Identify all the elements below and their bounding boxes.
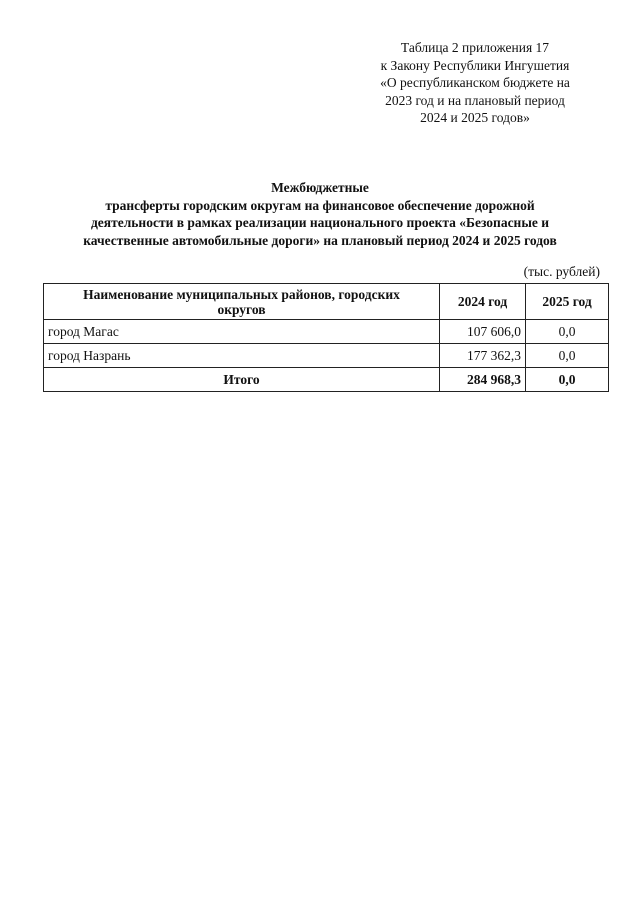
appendix-line: 2024 и 2025 годов» <box>420 110 530 125</box>
column-header-2025: 2025 год <box>526 284 609 320</box>
document-title <box>40 179 600 249</box>
column-header-name-line1: Наименование муниципальных районов, городских <box>83 286 400 302</box>
total-label: Итого <box>44 368 440 392</box>
row-value-2024: 177 362,3 <box>440 344 526 368</box>
title-line: деятельности в рамках реализации национального проекта «Безопасные и <box>90 215 550 230</box>
appendix-line: 2023 год и на плановый период <box>385 92 565 108</box>
appendix-reference <box>360 39 590 127</box>
column-header-name <box>44 284 440 320</box>
total-value-2025: 0,0 <box>526 368 609 392</box>
row-name: город Назрань <box>44 344 440 368</box>
units-label: (тыс. рублей) <box>523 264 600 279</box>
appendix-line: «О республиканском бюджете на <box>380 75 570 90</box>
table-header-row <box>44 284 609 320</box>
total-value-2024: 284 968,3 <box>440 368 526 392</box>
row-value-2025: 0,0 <box>526 344 609 368</box>
table-row <box>44 344 609 368</box>
table-row <box>44 320 609 344</box>
title-line: Межбюджетные <box>271 180 369 195</box>
row-value-2025: 0,0 <box>526 320 609 344</box>
title-line: качественные автомобильные дороги» на плановый период 2024 и 2025 годов <box>83 232 557 248</box>
total-row <box>44 368 609 392</box>
title-line: трансферты городским округам на финансовое обеспечение дорожной <box>105 197 535 213</box>
column-header-name-line2: округов <box>217 301 266 317</box>
transfers-table <box>43 283 609 392</box>
row-name: город Магас <box>44 320 440 344</box>
appendix-line: к Закону Республики Ингушетия <box>380 57 570 73</box>
column-header-2024: 2024 год <box>440 284 526 320</box>
appendix-line: Таблица 2 приложения 17 <box>400 40 550 55</box>
row-value-2024: 107 606,0 <box>440 320 526 344</box>
